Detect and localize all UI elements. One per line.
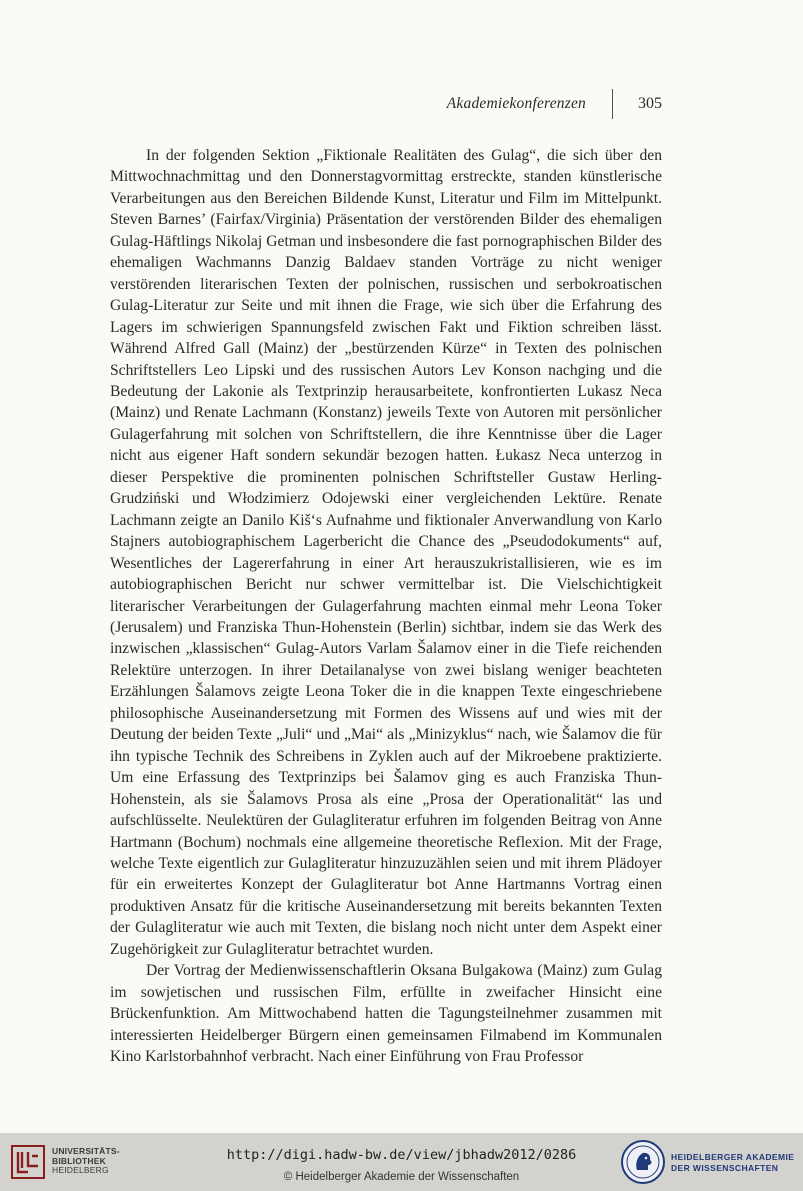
copyright-notice: © Heidelberger Akademie der Wissenschaften: [283, 1171, 520, 1183]
academy-seal-logo: [620, 1139, 666, 1185]
header-divider: [612, 89, 613, 119]
body-text: [110, 145, 662, 1067]
academy-name-line: DER WISSENSCHAFTEN: [671, 1163, 779, 1173]
page-header: [110, 95, 662, 119]
library-name-line: BIBLIOTHEK: [52, 1155, 106, 1166]
library-name-line: HEIDELBERG: [52, 1165, 109, 1175]
running-title: Akademiekonferenzen: [446, 95, 586, 112]
permalink-url[interactable]: http://digi.hadw-bw.de/view/jbhadw2012/0286: [226, 1147, 577, 1163]
paragraph: In der folgenden Sektion „Fiktionale Realitäten des Gulag“, die sich über den Mittwochnachmittag und den Donnerstagvormittag erstreckte, standen künstlerische Verarbeitungen aus den Bereichen Bildende Kunst, Literatur und Film im Mittelpunkt. Steven Barnes’ (Fairfax/Virginia) Präsentation der verstörenden Bilder des ehemaligen Gulag-Häftlings Nikolaj Getman und insbesondere die fast pornographischen Bilder des ehemaligen Wachmanns Danzig Baldaev standen Vorträge zu nicht weniger verstörenden literarischen Texten der polnischen, russischen und serbokroatischen Gulag-Literatur zur Seite und mit ihnen die Frage, wie sich über die Erfahrung des Lagers im schwierigen Spannungsfeld zwischen Fakt und Fiktion schreiben lässt. Während Alfred Gall (Mainz) der „bestürzenden Kürze“ in Texten des polnischen Schriftstellers Leo Lipski und des russischen Autors Lev Konson nachging und die Bedeutung der Lakonie als Textprinzip herausarbeitete, konfrontierten Lukasz Neca (Mainz) und Renate Lachmann (Konstanz) jeweils Texte von Autoren mit persönlicher Gulagerfahrung mit solchen von Schriftstellern, die ihre Kenntnisse über die Lager nicht aus eigener Haft sondern sekundär bezogen hatten. Łukasz Neca unterzog in dieser Perspektive die prominenten polnischen Schriftsteller Gustaw Herling-Grudziński und Włodzimierz Odojewski einer vergleichenden Lektüre. Renate Lachmann zeigte an Danilo Kiš‘s Aufnahme und fiktionaler Anverwandlung von Karlo Stajners autobiographischem Lagerbericht die Chance des „Pseudodokuments“ auf, Wesentliches der Lagererfahrung in einer Art herauszukristallisieren, wie es im autobiographischen Bericht nur schwer vermittelbar ist. Die Vielschichtigkeit literarischer Verarbeitungen der Gulagerfahrung machten einmal mehr Leona Toker (Jerusalem) und Franziska Thun-Hohenstein (Berlin) sichtbar, indem sie das Werk des inzwischen „klassischen“ Gulag-Autors Varlam Šalamov einer in die Tiefe reichenden Relektüre unterzogen. In ihrer Detailanalyse von zwei bislang weniger beachteten Erzählungen Šalamovs zeigte Leona Toker die in die knappen Texte eingeschriebene philosophische Auseinandersetzung mit Formen des Wissens auf und wies mit der Deutung der beiden Texte „Juli“ und „Mai“ als „Minizyklus“ nach, wie Šalamov die für ihn typische Technik des Schreibens in Zyklen auch auf der Mikroebene praktizierte. Um eine Erfassung des Textprinzips bei Šalamov ging es auch Franziska Thun-Hohenstein, als sie Šalamovs Prosa als eine „Prosa der Operationalität“ las und aufschlüsselte. Neulektüren der Gulagliteratur erfuhren im folgenden Beitrag von Anne Hartmann (Bochum) nochmals eine allgemeine theoretische Reflexion. Mit der Frage, welche Texte eigentlich zur Gulagliteratur hinzuzuzählen seien und mit ihrem Plädoyer für ein erweitertes Konzept der Gulagliteratur bot Anne Hartmanns Vortrag einen produktiven Ansatz für die kritische Auseinandersetzung mit bereits bekannten Texten der Gulagliteratur wie auch mit Texten, die bislang noch nicht unter dem Aspekt einer Zugehörigkeit zur Gulagliteratur betrachtet wurden.: [110, 147, 662, 958]
paragraph: Der Vortrag der Medienwissenschaftlerin Oksana Bulgakowa (Mainz) zum Gulag im sowjetischen und russischen Film, erfüllte in zweifacher Hinsicht eine Brückenfunktion. Am Mittwochabend hatten die Tagungsteilnehmer zusammen mit interessierten Heidelberger Bürgern einen gemeinsamen Filmabend im Kommunalen Kino Karlstorbahnhof verbracht. Nach einer Einführung von Frau Professor: [110, 962, 662, 1066]
academy-name-line: HEIDELBERGER AKADEMIE: [671, 1152, 795, 1162]
footer-bar: [0, 1133, 803, 1191]
library-name-line: UNIVERSITÄTS-: [52, 1146, 120, 1156]
academy-name: [671, 1152, 794, 1174]
page-number: 305: [638, 95, 662, 112]
